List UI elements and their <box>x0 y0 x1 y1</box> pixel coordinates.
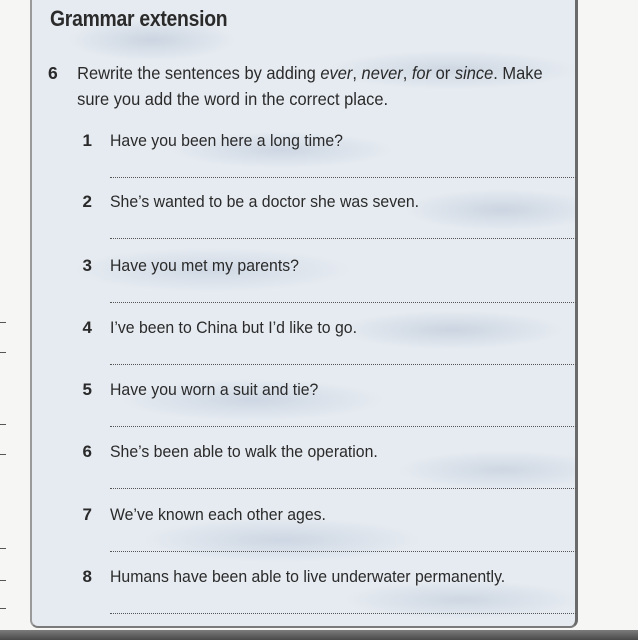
page-bottom-shadow <box>0 630 638 640</box>
exercise-item-1 <box>78 131 578 191</box>
exercise-item-4 <box>78 318 578 378</box>
keyword-since: since <box>454 63 494 83</box>
exercise-item-3 <box>78 256 578 316</box>
answer-line-7[interactable] <box>110 551 576 552</box>
answer-line-8[interactable] <box>110 613 576 614</box>
exercise-box <box>30 0 578 628</box>
margin-tick <box>0 454 6 455</box>
keyword-ever: ever <box>320 63 353 83</box>
item-sentence: We’ve known each other ages. <box>110 505 326 524</box>
item-number: 8 <box>82 567 92 586</box>
instruction-separator: , <box>352 63 362 83</box>
answer-line-1[interactable] <box>110 177 576 178</box>
keyword-never: never <box>361 63 403 83</box>
item-sentence: Have you worn a suit and tie? <box>110 380 319 399</box>
item-sentence: Have you met my parents? <box>110 256 299 275</box>
exercise-item-5 <box>78 380 578 440</box>
answer-line-2[interactable] <box>110 238 576 239</box>
item-sentence: Have you been here a long time? <box>110 131 343 150</box>
item-number: 2 <box>82 192 92 211</box>
exercise-number: 6 <box>48 63 58 83</box>
instruction-before: Rewrite the sentences by adding <box>77 63 321 83</box>
answer-line-5[interactable] <box>110 426 576 427</box>
item-number: 7 <box>82 505 92 524</box>
section-title: Grammar extension <box>50 6 228 31</box>
exercise-item-6 <box>78 442 578 502</box>
instruction-text <box>48 60 575 112</box>
item-number: 6 <box>82 442 92 461</box>
answer-line-3[interactable] <box>110 302 576 303</box>
answer-line-6[interactable] <box>110 488 576 489</box>
margin-tick <box>0 608 6 609</box>
margin-tick <box>0 322 6 323</box>
exercise-item-2 <box>78 192 578 252</box>
margin-tick <box>0 580 6 581</box>
item-number: 3 <box>82 256 92 275</box>
exercise-item-8 <box>78 567 578 627</box>
margin-tick <box>0 352 6 353</box>
exercise-instruction <box>48 60 568 112</box>
item-number: 5 <box>82 380 92 399</box>
instruction-separator: or <box>431 63 455 83</box>
item-number: 1 <box>82 131 92 150</box>
instruction-after: . Make sure you add the word in the correct place. <box>77 63 543 109</box>
item-number: 4 <box>82 318 92 337</box>
keyword-for: for <box>411 63 432 83</box>
instruction-separator: , <box>402 63 412 83</box>
item-sentence: I’ve been to China but I’d like to go. <box>110 318 357 337</box>
margin-tick <box>0 424 6 425</box>
item-sentence: She’s been able to walk the operation. <box>110 442 378 461</box>
exercise-item-7 <box>78 505 578 565</box>
margin-tick <box>0 548 6 549</box>
answer-line-4[interactable] <box>110 364 576 365</box>
item-sentence: Humans have been able to live underwater permanently. <box>110 567 506 586</box>
item-sentence: She’s wanted to be a doctor she was seven. <box>110 192 420 211</box>
